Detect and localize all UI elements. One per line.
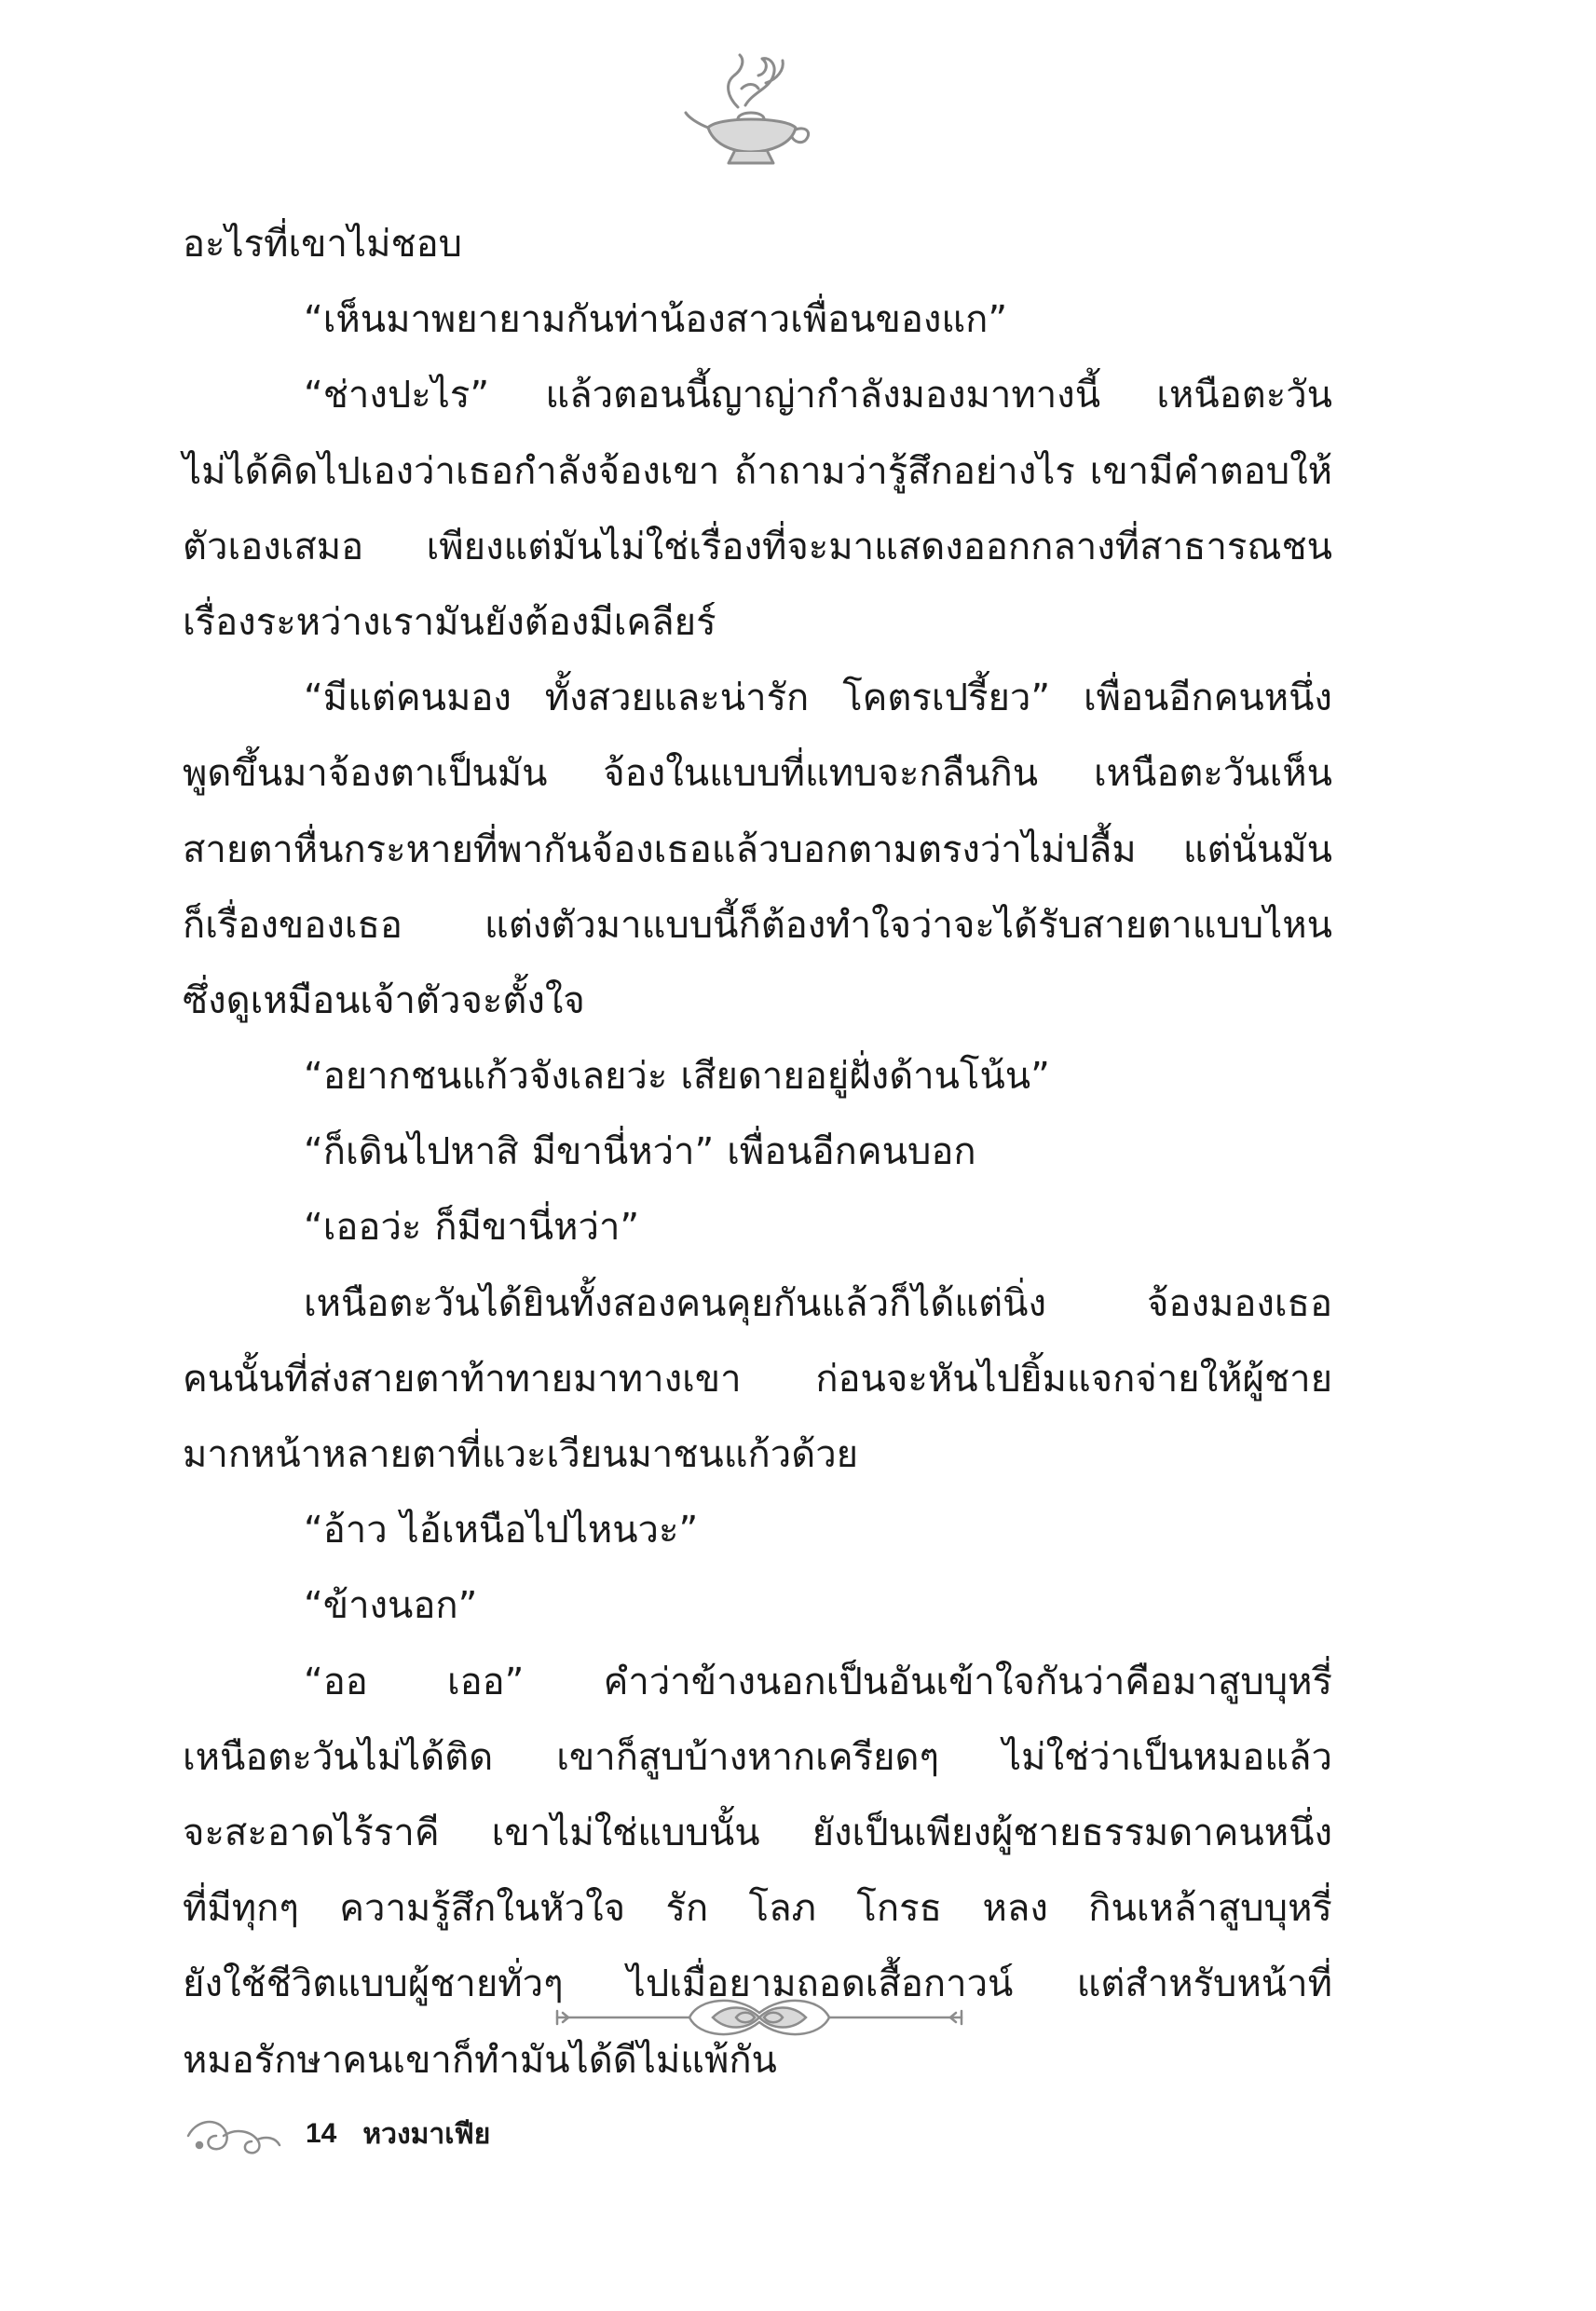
text-segment: คนนั้นที่ส่งสายตาท้าทายมาทางเขา [183,1357,742,1401]
flourish-icon [183,2108,285,2160]
text-segment: หมอรักษาคนเขาก็ทำมันได้ดีไม่แพ้กัน [183,2038,777,2082]
text-segment: เขาไม่ใช่แบบนั้น [491,1811,760,1854]
text-segment: แต่งตัวมาแบบนี้ก็ต้องทำใจว่าจะได้รับสายตาแบบไหน [484,903,1332,947]
text-line [183,1190,1332,1265]
text-line [183,1417,1332,1493]
text-segment: จ้องมองเธอ [1146,1281,1332,1325]
text-segment: “อ้าว [304,1509,388,1552]
text-line [183,434,1332,510]
text-segment: ก็เรื่องของเธอ [183,903,402,947]
text-segment: เออ” [446,1660,525,1703]
text-line [183,585,1332,661]
text-segment: ซึ่งดูเหมือนเจ้าตัวจะตั้งใจ [183,978,585,1022]
genie-lamp-icon [680,51,820,172]
text-line [183,1796,1332,1871]
text-segment: เพื่อนอีกคนหนึ่ง [1083,677,1332,720]
text-segment: แต่สำหรับหน้าที่ [1076,1962,1332,2006]
text-line [183,282,1332,358]
text-segment: สายตาหื่นกระหายที่พากันจ้องเธอแล้วบอกตามตรงว่าไม่ปลื้ม [183,827,1137,871]
text-line [183,1568,1332,1644]
text-line [183,1114,1332,1190]
text-segment: มีขานี่หว่า” [531,1130,715,1174]
text-segment: เหนือตะวันเห็น [1093,752,1332,796]
text-segment: “มีแต่คนมอง [304,677,512,720]
text-segment: “เห็นมาพยายามกันท่าน้องสาวเพื่อนของแก” [304,298,1008,342]
text-segment: แล้วตอนนี้ญาญ่ากำลังมองมาทางนี้ [545,374,1101,417]
text-segment: แต่นั่นมัน [1182,827,1332,871]
text-line [183,1266,1332,1342]
text-line [183,736,1332,812]
text-segment: มากหน้าหลายตาที่แวะเวียนมาชนแก้วด้วย [183,1433,859,1476]
text-segment: โกรธ [856,1887,943,1931]
text-segment: อะไรที่เขาไม่ชอบ [183,223,462,266]
text-line [183,661,1332,736]
text-segment: ก็มีขานี่หว่า” [434,1206,640,1250]
text-segment: “ข้างนอก” [304,1584,478,1628]
text-segment: คำว่าข้างนอกเป็นอันเข้าใจกันว่าคือมาสูบบุหรี่ [603,1660,1332,1703]
text-segment: “ช่างปะไร” [304,374,490,417]
text-line [183,1039,1332,1114]
text-segment: จ้องในแบบที่แทบจะกลืนกิน [603,752,1039,796]
text-segment: จะสะอาดไร้ราคี [183,1811,440,1854]
text-segment: เหนือตะวันไม่ได้ติด [183,1735,494,1779]
text-line [183,888,1332,964]
text-line [183,207,1332,282]
text-segment: ไปเมื่อยามถอดเสื้อกาวน์ [626,1962,1014,2006]
text-segment: เสียดายอยู่ฝั่งด้านโน้น” [680,1055,1050,1099]
text-line [183,964,1332,1039]
text-segment: รัก [665,1887,709,1931]
text-segment: ยังเป็นเพียงผู้ชายธรรมดาคนหนึ่ง [812,1811,1332,1854]
text-segment: โลภ [748,1887,816,1931]
text-segment: “ก็เดินไปหาสิ [304,1130,519,1174]
text-line [183,813,1332,888]
text-segment: เหนือตะวัน [1156,374,1332,417]
text-segment: “เออว่ะ [304,1206,422,1250]
text-segment: กินเหล้าสูบบุหรี่ [1088,1887,1332,1931]
text-line [183,1645,1332,1720]
body-text [183,207,1332,2099]
text-segment: เรื่องระหว่างเรามันยังต้องมีเคลียร์ [183,600,716,644]
text-segment: “อยากชนแก้วจังเลยว่ะ [304,1055,668,1099]
text-segment: หลง [982,1887,1048,1931]
text-segment: ไม่ได้คิดไปเองว่าเธอกำลังจ้องเขา [183,449,720,493]
text-segment: พูดขึ้นมาจ้องตาเป็นมัน [183,752,548,796]
text-line [183,1720,1332,1796]
text-segment: ยังใช้ชีวิตแบบผู้ชายทั่วๆ [183,1962,564,2006]
text-segment: ไอ้เหนือไปไหนวะ” [400,1509,699,1552]
book-title: หวงมาเฟีย [362,2117,491,2151]
text-segment: ถ้าถามว่ารู้สึกอย่างไร [734,449,1075,493]
page-number: 14 [306,2118,337,2149]
page-footer [183,2106,490,2162]
text-segment: ทั้งสวยและน่ารัก [544,677,810,720]
text-segment: “ออ [304,1660,368,1703]
text-segment: เพื่อนอีกคนบอก [727,1130,976,1174]
text-segment: ที่มีทุกๆ [183,1887,299,1931]
text-line [183,510,1332,585]
text-segment: ตัวเองเสมอ [183,525,364,568]
text-line [183,1342,1332,1417]
scroll-divider-icon [550,1985,969,2050]
text-line [183,358,1332,433]
text-segment: เพียงแต่มันไม่ใช่เรื่องที่จะมาแสดงออกกลางที่สาธารณชน [426,525,1332,568]
text-segment: ความรู้สึกในหัวใจ [339,1887,626,1931]
text-segment: ไม่ใช่ว่าเป็นหมอแล้ว [1002,1735,1332,1779]
text-segment: ก่อนจะหันไปยิ้มแจกจ่ายให้ผู้ชาย [815,1357,1332,1401]
text-segment: เหนือตะวันได้ยินทั้งสองคนคุยกันแล้วก็ได้แต่นิ่ง [304,1281,1046,1325]
text-segment: เขาก็สูบบ้างหากเครียดๆ [556,1735,939,1779]
text-line [183,1871,1332,1947]
text-segment: โคตรเปรี้ยว” [842,677,1051,720]
text-segment: เขามีคำตอบให้ [1089,449,1332,493]
text-line [183,1493,1332,1568]
